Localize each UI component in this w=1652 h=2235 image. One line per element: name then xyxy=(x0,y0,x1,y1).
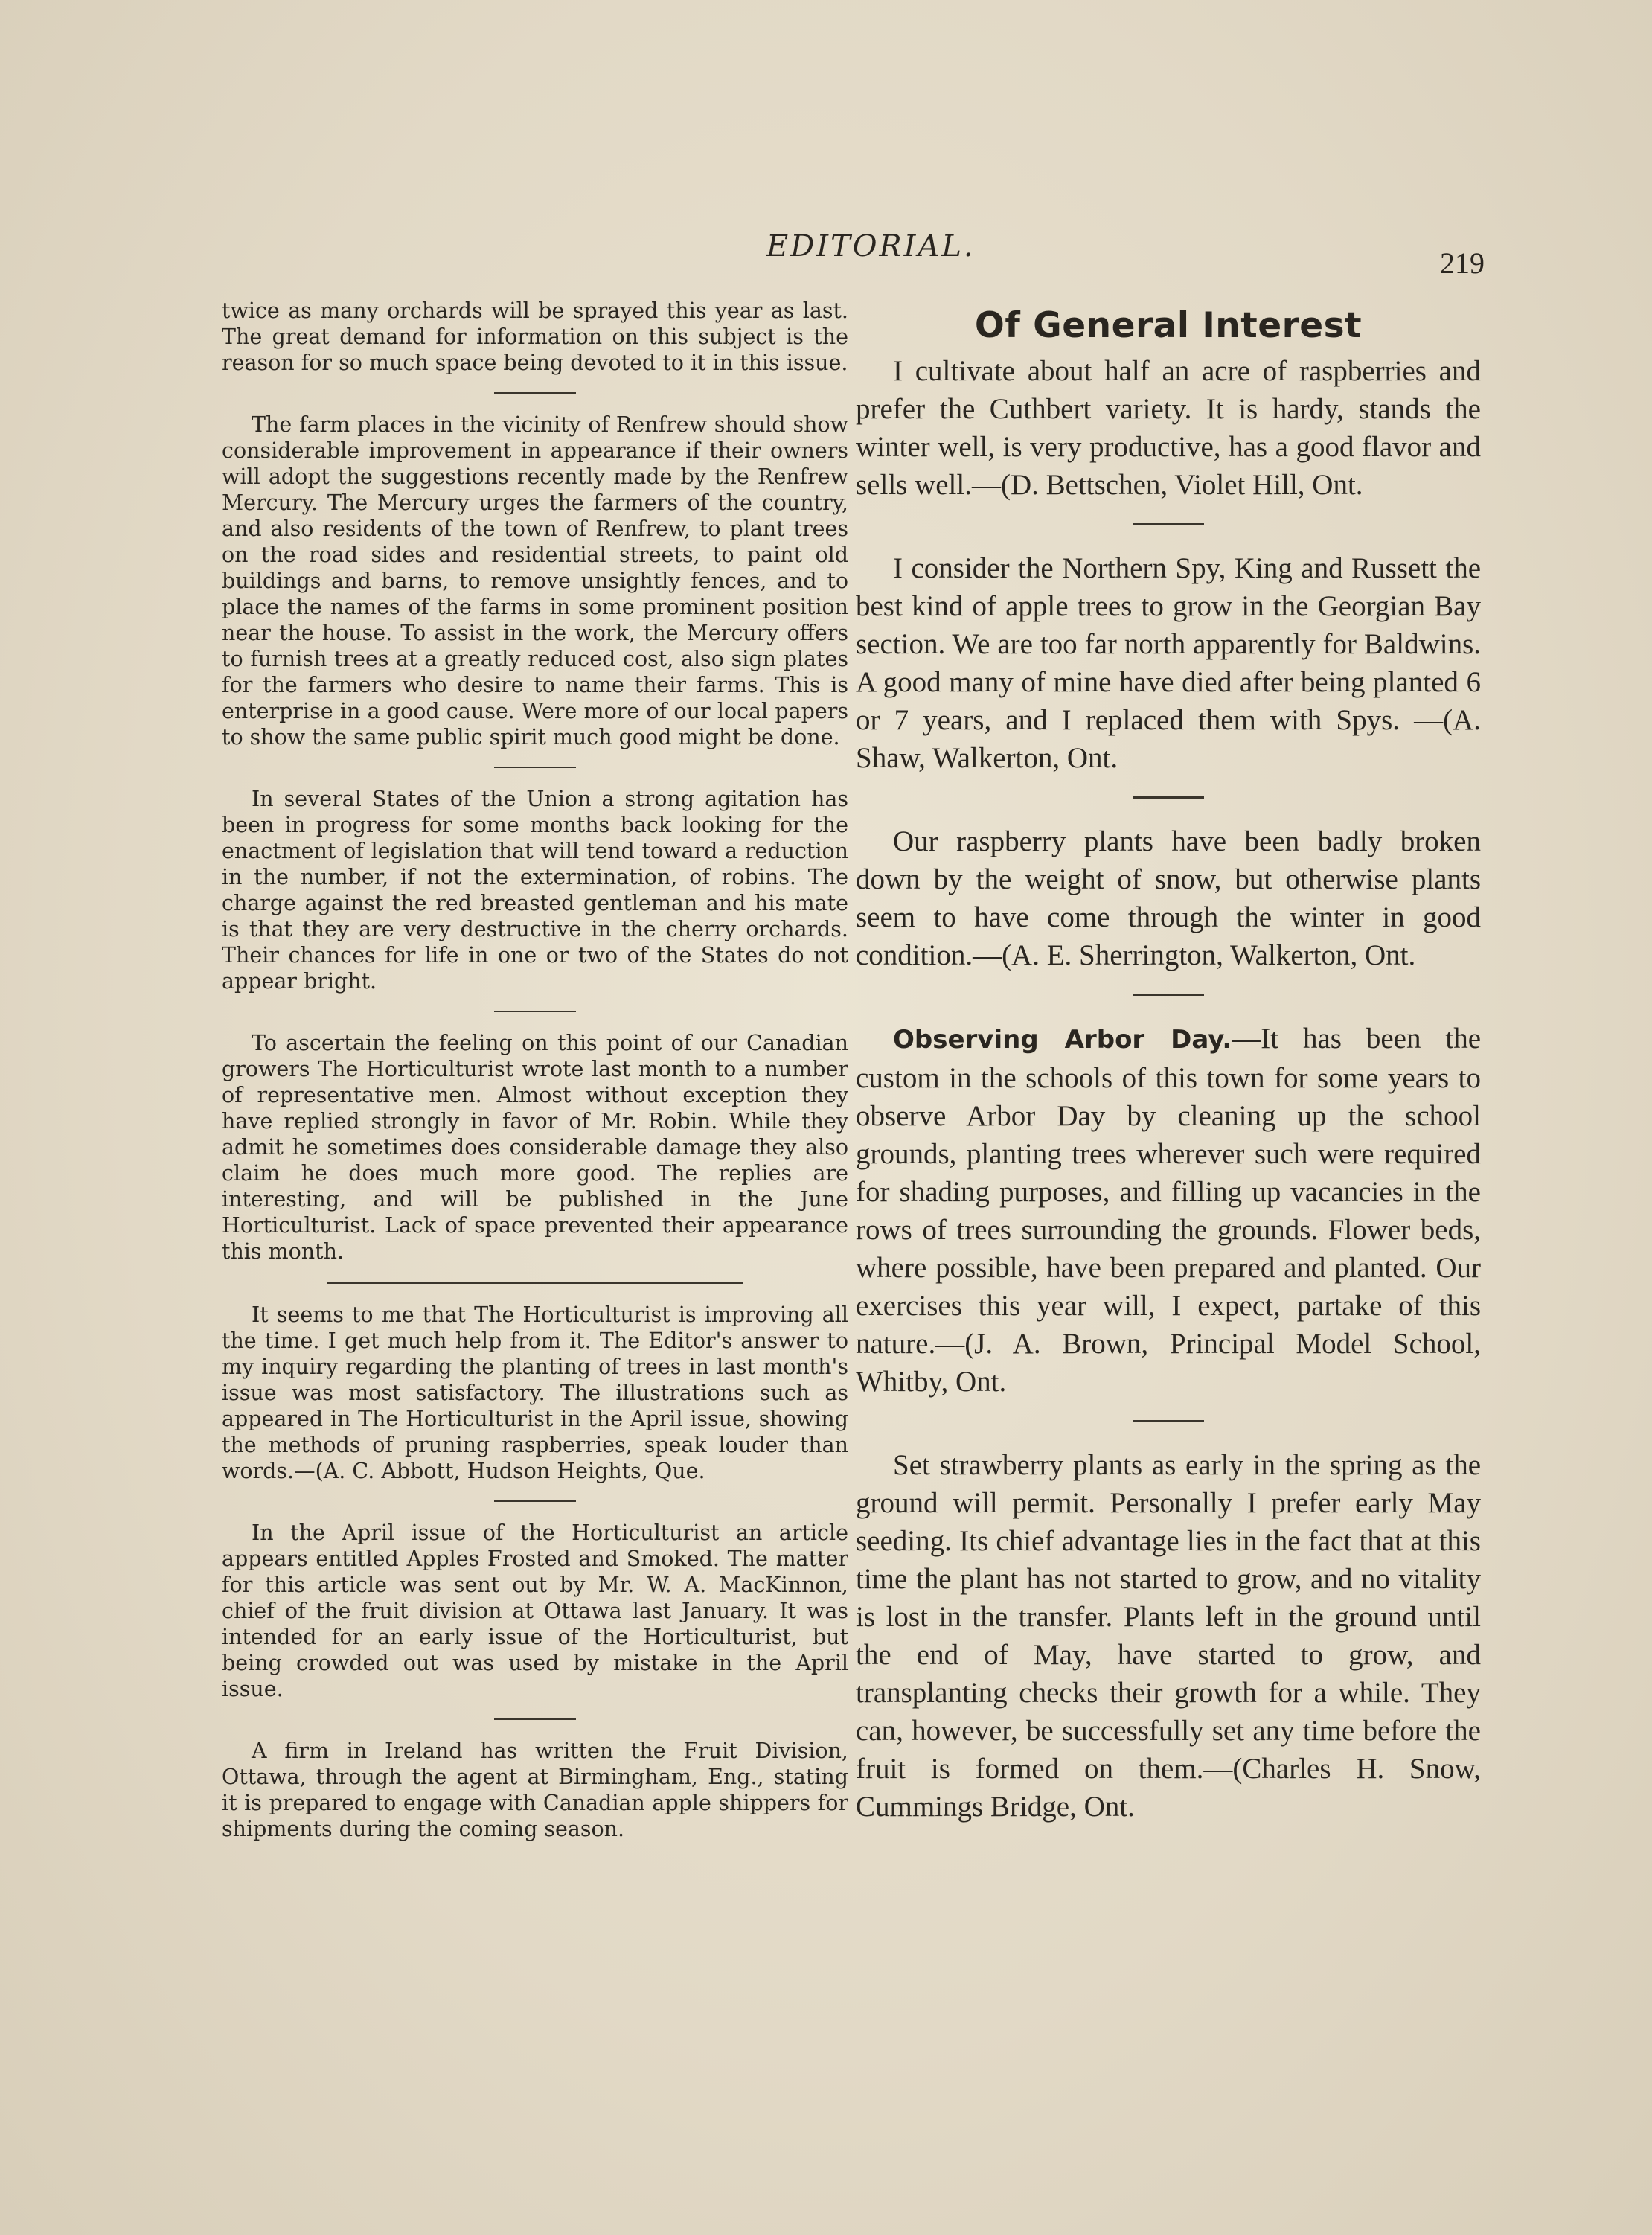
divider xyxy=(1133,994,1204,996)
arbor-day-text: It has been the custom in the schools of this town for some years to observe Arbor Day by cleaning up the school grounds, planting trees wherever such were required for shading purposes, and filling up vacancies in the rows of trees surrounding the grounds. Flower beds, where possible, have been prepared and planted. Our exercises this year will, I expect, partake of this nature.—(J. A. Brown, Principal Model School, Whitby, Ont. xyxy=(856,1023,1481,1398)
divider xyxy=(494,1718,576,1720)
paragraph-bettschen: I cultivate about half an acre of raspberries and prefer the Cuthbert variety. It is hardy, stands the winter well, is very productive, has a good flavor and sells well.—(D. Bettschen, Violet Hill, Ont. xyxy=(856,355,1481,501)
arbor-day-title: Observing Arbor Day. xyxy=(893,1025,1232,1055)
left-column xyxy=(222,298,848,1842)
divider xyxy=(494,392,576,394)
divider xyxy=(494,1011,576,1012)
divider xyxy=(494,1500,576,1502)
right-column xyxy=(856,304,1481,1826)
page-number: 219 xyxy=(1440,246,1485,280)
paragraph-abbott-letter: It seems to me that The Horticulturist is improving all the time. I get much help from it. The Editor's answer to my inquiry regarding the planting of trees in last month's issue was most satisfactory. The illustrations such as appeared in The Horticulturist in the April issue, showing the methods of pruning raspberries, speak louder than words.—(A. C. Abbott, Hudson Heights, Que. xyxy=(222,1302,848,1483)
paragraph-renfrew: The farm places in the vicinity of Renfrew should show considerable improvement in appearance if their owners will adopt the suggestions recently made by the Renfrew Mercury. The Mercury urges the farmers of the country, and also residents of the town of Renfrew, to plant trees on the road sides and residential streets, to paint old buildings and barns, to remove unsightly fences, and to place the names of the farms in some prominent position near the house. To assist in the work, the Mercury offers to furnish trees at a greatly reduced cost, also sign plates for the farmers who desire to name their farms. This is enterprise in a good cause. Were more of our local papers to show the same public spirit much good might be done. xyxy=(222,412,848,749)
divider xyxy=(494,767,576,768)
divider-long xyxy=(327,1282,743,1284)
paragraph-robins: In several States of the Union a strong agitation has been in progress for some months back looking for the enactment of legislation that will tend toward a reduction in the number, if not the extermination, of robins. The charge against the red breasted gentleman and his mate is that they are very destructive in the cherry orchards. Their chances for life in one or two of the States do not appear bright. xyxy=(222,787,848,994)
paragraph-ireland-firm: A firm in Ireland has written the Fruit Division, Ottawa, through the agent at Birmingham, Eng., stating it is prepared to engage with Canadian apple shippers for shipments during the coming season. xyxy=(222,1739,848,1841)
section-heading: Of General Interest xyxy=(974,305,1363,346)
paragraph-shaw: I consider the Northern Spy, King and Russett the best kind of apple trees to grow in the Georgian Bay section. We are too far north apparently for Baldwins. A good many of mine have died after being planted 6 or 7 years, and I replaced them with Spys. —(A. Shaw, Walkerton, Ont. xyxy=(856,552,1481,774)
paragraph-snow: Set strawberry plants as early in the spring as the ground will permit. Personally I prefer early May seeding. Its chief advantage lies in the fact that at this time the plant has not started to grow, and no vitality is lost in the transfer. Plants left in the ground until the end of May, have started to grow, and transplanting checks their growth for a while. They can, however, be successfully set any time before the fruit is formed on them.—(Charles H. Snow, Cummings Bridge, Ont. xyxy=(856,1449,1481,1823)
paragraph-canadian-growers: To ascertain the feeling on this point of our Canadian growers The Horticulturist wrote last month to a number of representative men. Almost without exception they have replied strongly in favor of Mr. Robin. While they admit he sometimes does considerable damage they also claim he does much more good. The replies are interesting, and will be published in the June Horticulturist. Lack of space prevented their appearance this month. xyxy=(222,1031,848,1264)
paragraph-apples-frosted: In the April issue of the Horticulturist an article appears entitled Apples Frosted and Smoked. The matter for this article was sent out by Mr. W. A. MacKinnon, chief of the fruit division at Ottawa last January. It was intended for an early issue of the Horticulturist, but being crowded out was used by mistake in the April issue. xyxy=(222,1521,848,1701)
divider xyxy=(1133,1420,1204,1422)
paragraph-spraying: twice as many orchards will be sprayed this year as last. The great demand for information on this subject is the reason for so much space being devoted to it in this issue. xyxy=(222,298,848,375)
divider xyxy=(1133,796,1204,799)
running-head: EDITORIAL. xyxy=(766,229,976,263)
paragraph-arbor-day: Observing Arbor Day.—It has been the custom in the schools of this town for some years to observe Arbor Day by cleaning up the school grounds, planting trees wherever such were required for shading purposes, and filling up vacancies in the rows of trees surrounding the grounds. Flower beds, where possible, have been prepared and planted. Our exercises this year will, I expect, partake of this nature.—(J. A. Brown, Principal Model School, Whitby, Ont. xyxy=(856,1023,1481,1398)
paragraph-sherrington: Our raspberry plants have been badly broken down by the weight of snow, but otherwise plants seem to have come through the winter in good condition.—(A. E. Sherrington, Walkerton, Ont. xyxy=(856,825,1481,971)
divider xyxy=(1133,523,1204,525)
